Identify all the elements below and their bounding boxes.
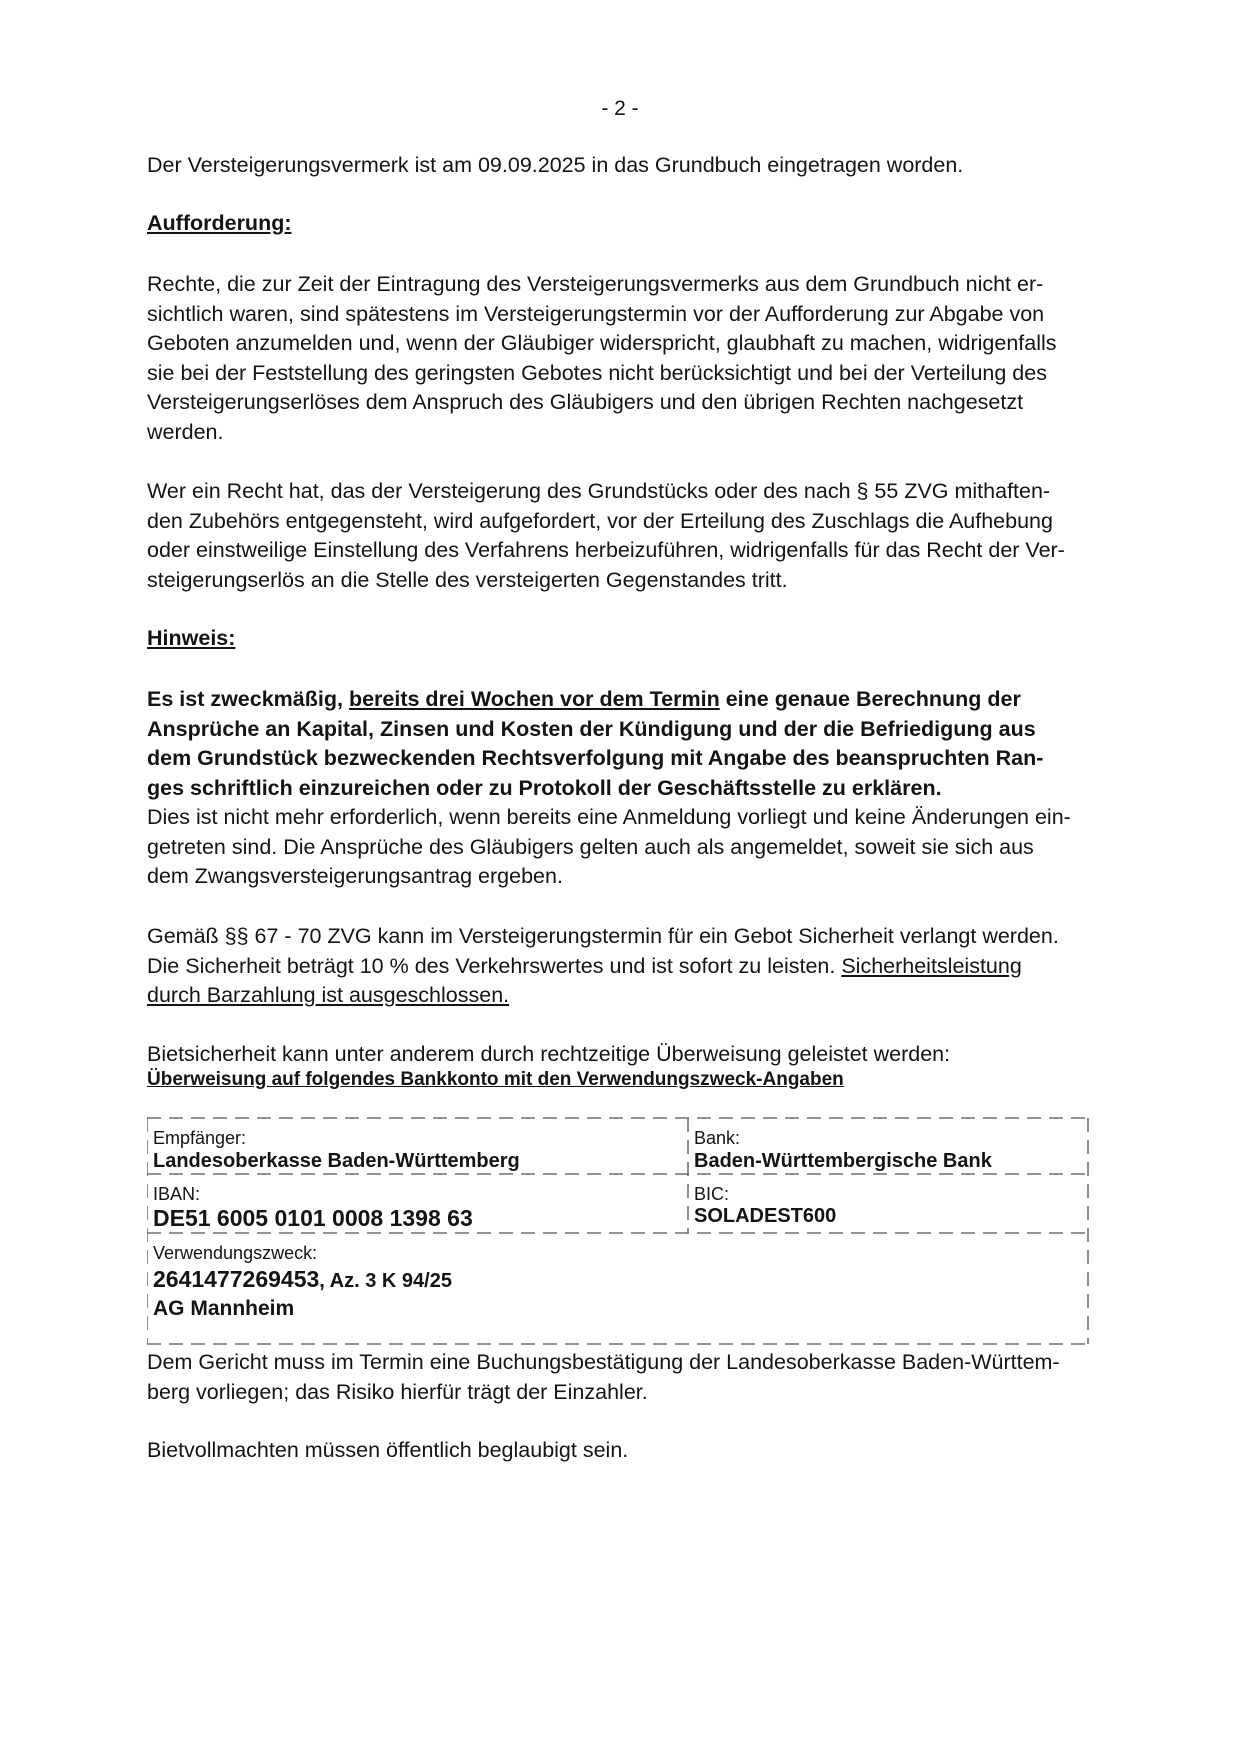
closing-paragraph-2: Bietvollmachten müssen öffentlich beglaubigt sein. [147, 1438, 629, 1462]
heading-hinweis: Hinweis: [147, 626, 236, 650]
text-line: getreten sind. Die Ansprüche des Gläubigers gelten auch als angemeldet, soweit sie sich aus [147, 834, 1034, 859]
iban-label: IBAN: [153, 1184, 201, 1204]
sicherheit-paragraph [147, 922, 1127, 1011]
text-line [147, 952, 1127, 982]
bold-text-line: Ansprüche an Kapital, Zinsen und Kosten der Kündigung und der die Befriedigung aus [147, 716, 1036, 741]
closing-paragraph-1 [147, 1348, 1127, 1407]
text-line: Gemäß §§ 67 - 70 ZVG kann im Versteigerungstermin für ein Gebot Sicherheit verlangt werden. [147, 924, 1059, 948]
underlined-deadline: bereits drei Wochen vor dem Termin [348, 687, 720, 711]
text-line: Wer ein Recht hat, das der Versteigerung des Grundstücks oder des nach § 55 ZVG mithaften- [147, 479, 1051, 503]
text-line: Dies ist nicht mehr erforderlich, wenn bereits eine Anmeldung vorliegt und keine Änderungen ein- [147, 805, 1071, 829]
underlined-text: Sicherheitsleistung [841, 953, 1022, 978]
text-line: sichtlich waren, sind spätestens im Versteigerungstermin vor der Aufforderung zur Abgabe von [147, 301, 1045, 326]
text-line: Rechte, die zur Zeit der Eintragung des Versteigerungsvermerks aus dem Grundbuch nicht er- [147, 272, 1044, 296]
intro-text: Der Versteigerungsvermerk ist am 09.09.2025 in das Grundbuch eingetragen worden. [147, 153, 964, 177]
page-number: - 2 - [601, 97, 639, 120]
iban-value: DE51 6005 0101 0008 1398 63 [153, 1205, 473, 1231]
bold-text: Es ist zweckmäßig, [147, 687, 349, 711]
text-line: werden. [147, 419, 224, 444]
text-line: sie bei der Feststellung des geringsten Gebotes nicht berücksichtigt und bei der Verteilung des [147, 360, 1047, 385]
bietsicherheit-text: Bietsicherheit kann unter anderem durch rechtzeitige Überweisung geleistet werden: [147, 1042, 951, 1066]
purpose-court: AG Mannheim [153, 1297, 295, 1320]
text-line: dem Zwangsversteigerungsantrag ergeben. [147, 864, 563, 888]
underlined-text: durch Barzahlung ist ausgeschlossen. [147, 983, 510, 1007]
recipient-value: Landesoberkasse Baden-Württemberg [153, 1150, 520, 1172]
bic-label: BIC: [694, 1184, 730, 1204]
purpose-number: 2641477269453 [153, 1266, 320, 1292]
aufforderung-paragraph-1 [147, 270, 1127, 447]
recipient-label: Empfänger: [153, 1128, 247, 1148]
text-line: berg vorliegen; das Risiko hierfür trägt der Einzahler. [147, 1379, 648, 1404]
heading-aufforderung: Aufforderung: [147, 211, 292, 235]
bank-value: Baden-Württembergische Bank [694, 1150, 992, 1172]
purpose-case-number: , Az. 3 K 94/25 [319, 1270, 452, 1292]
bold-text-line [147, 685, 1127, 715]
text: Die Sicherheit beträgt 10 % des Verkehrswertes und ist sofort zu leisten. [147, 953, 842, 978]
purpose-reference [153, 1266, 452, 1293]
text-line: oder einstweilige Einstellung des Verfahrens herbeizuführen, widrigenfalls für das Recht der Ver- [147, 538, 1065, 562]
bank-details-box [147, 1116, 1091, 1348]
hinweis-paragraph [147, 685, 1127, 892]
bic-value: SOLADEST600 [694, 1205, 837, 1227]
text-line: Geboten anzumelden und, wenn der Gläubiger widerspricht, glaubhaft zu machen, widrigenfalls [147, 331, 1057, 355]
bank-label: Bank: [694, 1128, 741, 1148]
bold-text-line: dem Grundstück bezweckenden Rechtsverfolgung mit Angabe des beanspruchten Ran- [147, 746, 1044, 770]
text-line: Versteigerungserlöses dem Anspruch des Gläubigers und den übrigen Rechten nachgesetzt [147, 390, 1024, 414]
text-line: steigerungserlös an die Stelle des versteigerten Gegenstandes tritt. [147, 567, 788, 592]
bold-text-line: ges schriftlich einzureichen oder zu Protokoll der Geschäftsstelle zu erklären. [147, 775, 942, 800]
text-line: Dem Gericht muss im Termin eine Buchungsbestätigung der Landesoberkasse Baden-Württem- [147, 1350, 1060, 1374]
bank-transfer-subheading: Überweisung auf folgendes Bankkonto mit den Verwendungszweck-Angaben [147, 1069, 844, 1090]
text-line: den Zubehörs entgegensteht, wird aufgefordert, vor der Erteilung des Zuschlags die Aufhebung [147, 508, 1053, 533]
bold-text: eine genaue Berechnung der [719, 687, 1021, 711]
aufforderung-paragraph-2 [147, 477, 1127, 595]
purpose-label: Verwendungszweck: [153, 1243, 318, 1263]
